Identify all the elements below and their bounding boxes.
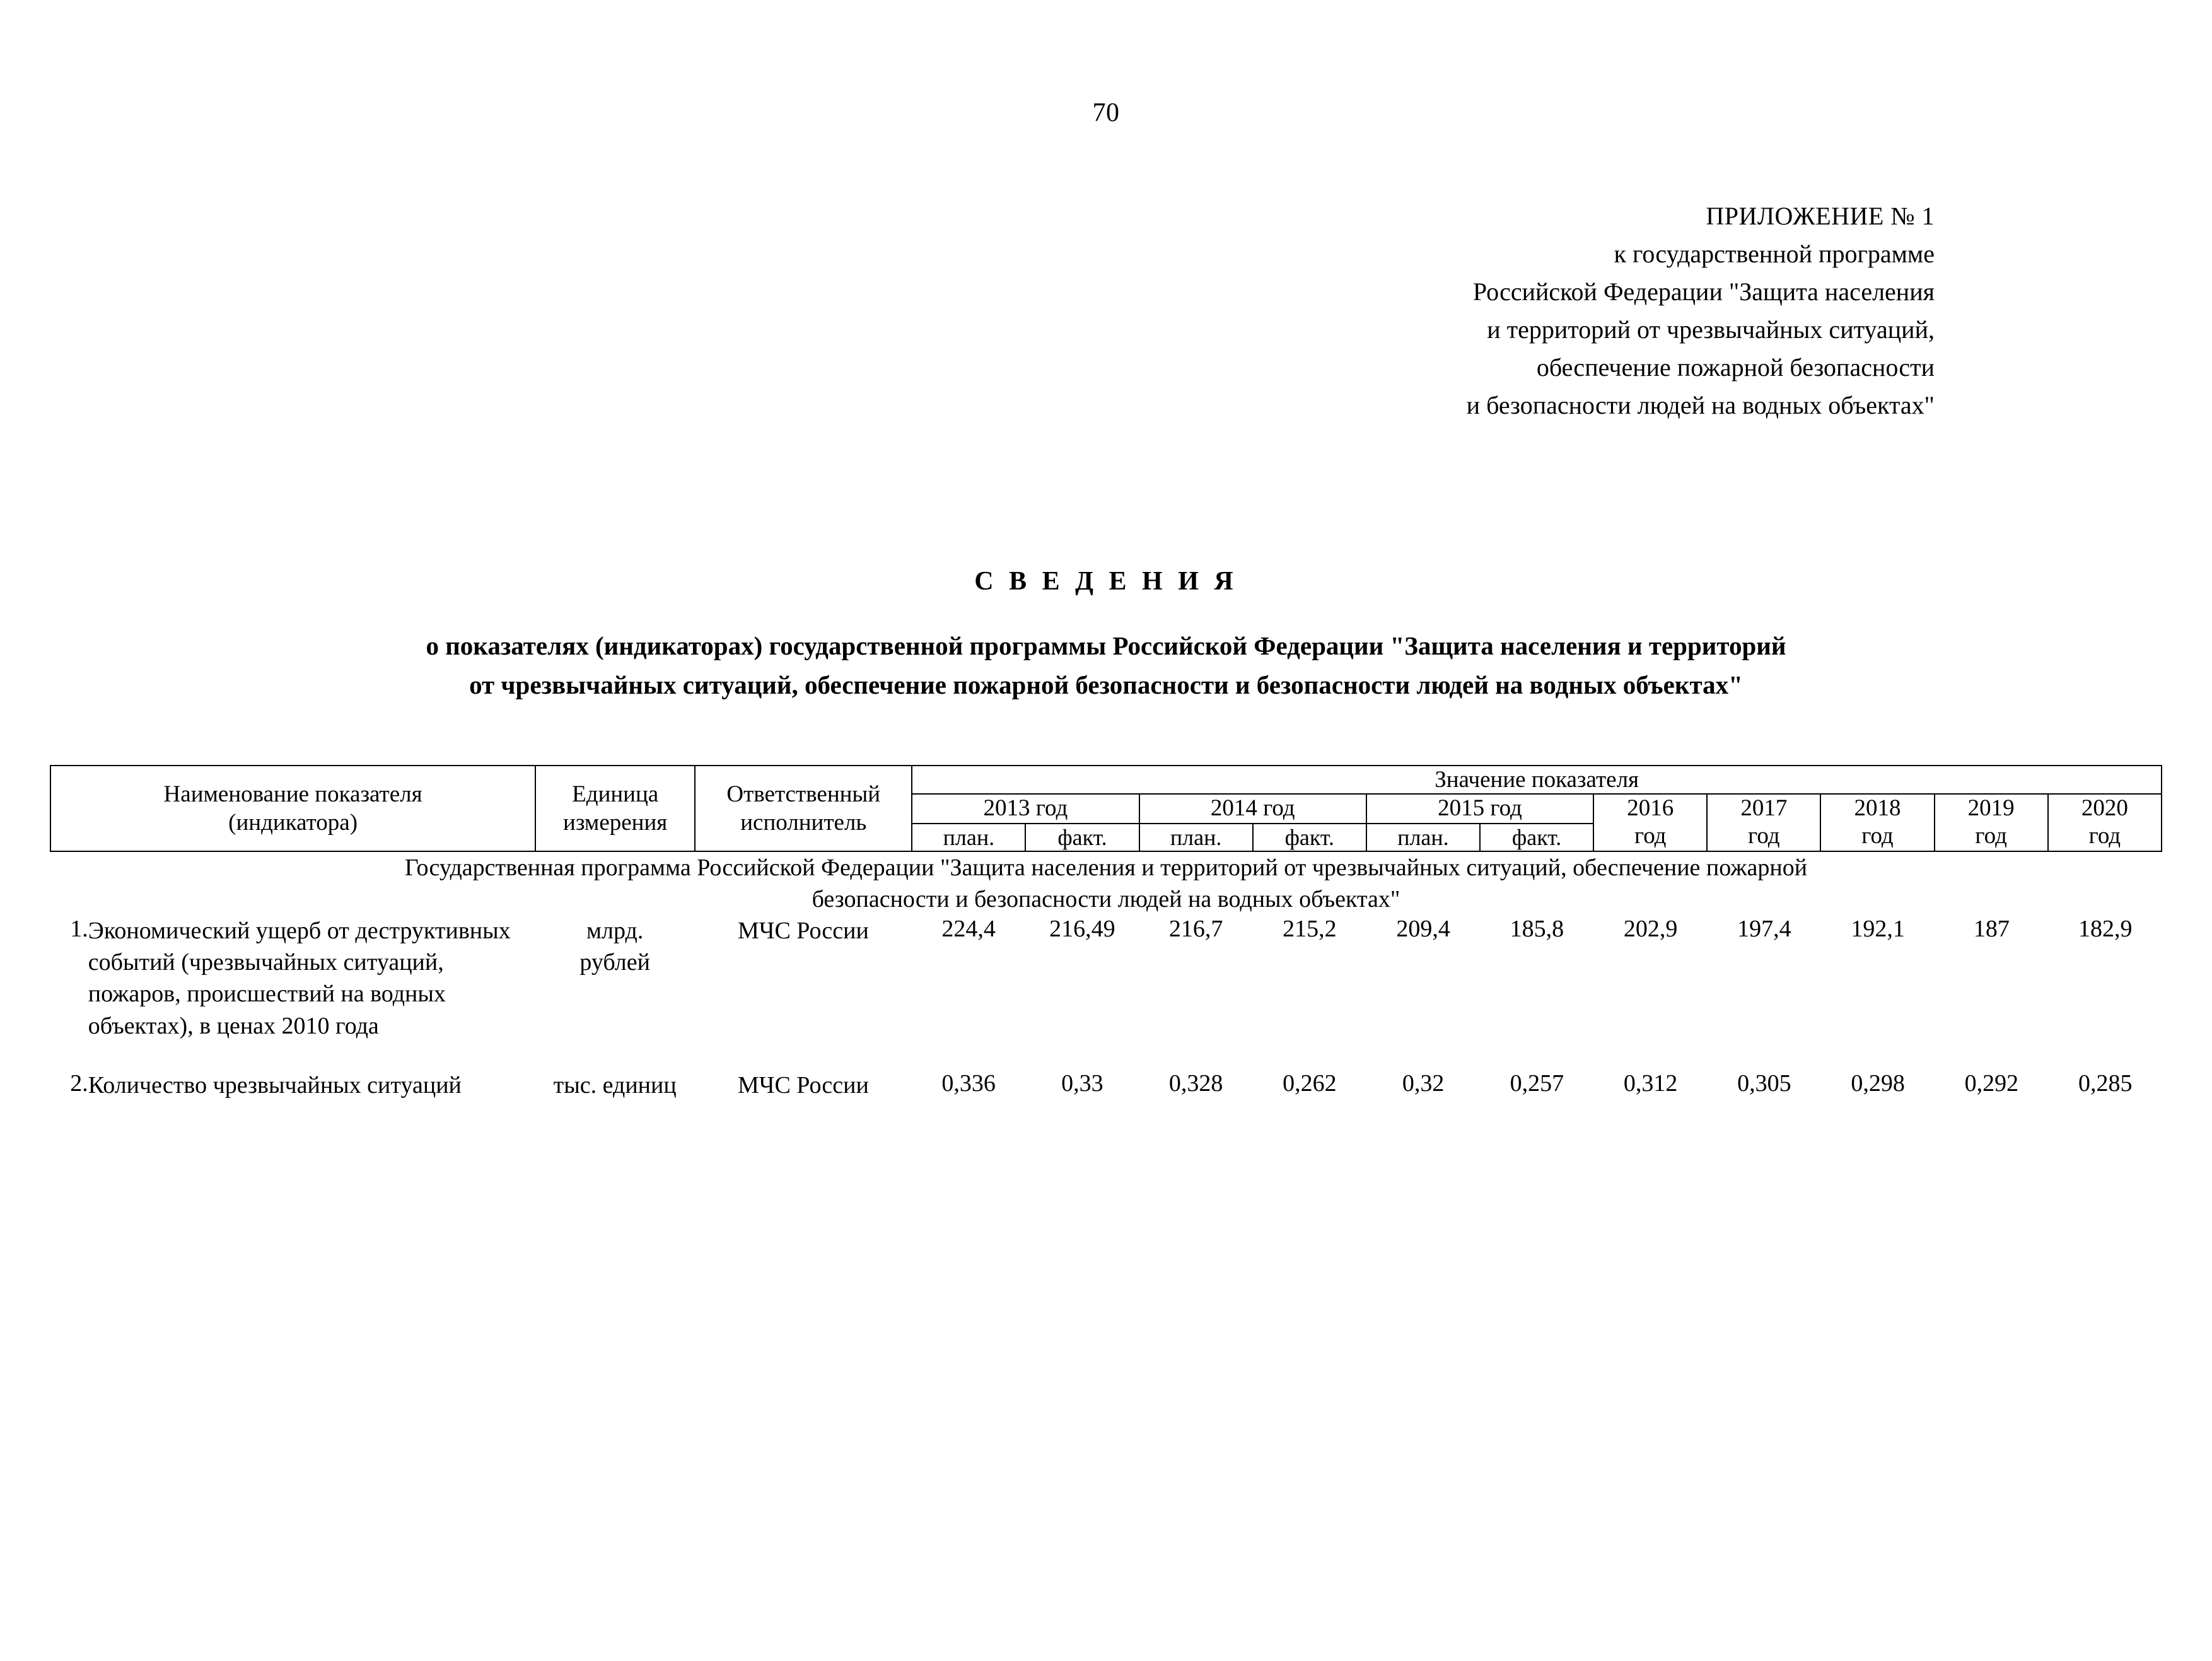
- header-unit: [535, 766, 695, 851]
- row-unit-line-2: рублей: [579, 949, 650, 976]
- row-2015-fact: 185,8: [1510, 916, 1564, 943]
- header-year-2016-line-1: 2016: [1627, 795, 1674, 821]
- header-year-2019-line-1: 2019: [1967, 795, 2015, 821]
- header-year-2014: 2014 год: [1139, 794, 1366, 824]
- row-responsible: МЧС России: [737, 1071, 869, 1099]
- header-year-2018: [1820, 794, 1934, 851]
- row-2019: 187: [1973, 916, 2010, 943]
- table-header-row-1: [50, 766, 2162, 794]
- appendix-title: ПРИЛОЖЕНИЕ № 1: [1706, 202, 1935, 230]
- row-number: 2.: [70, 1069, 88, 1097]
- row-2013-fact: 216,49: [1049, 916, 1115, 943]
- row-indicator-name: Экономический ущерб от деструктивных событий (чрезвычайных ситуаций, пожаров, происшествий на водных объектах), в ценах 2010 года: [88, 918, 511, 1039]
- row-unit-line-1: млрд.: [586, 918, 644, 945]
- header-year-2019-line-2: год: [1975, 823, 2007, 849]
- table-row: [50, 915, 2162, 1042]
- document-subtitle: [119, 627, 2093, 704]
- appendix-line-5: обеспечение пожарной безопасности: [1536, 353, 1935, 382]
- header-indicator-line-1: Наименование показателя: [163, 781, 422, 807]
- header-year-2016-line-2: год: [1634, 823, 1667, 849]
- header-year-2019: [1935, 794, 2048, 851]
- row-2018: 0,298: [1851, 1069, 1905, 1097]
- header-year-2017: [1707, 794, 1820, 851]
- appendix-line-3: Российской Федерации "Защита населения: [1472, 277, 1935, 306]
- header-year-2018-line-2: год: [1861, 823, 1894, 849]
- document-page: [0, 98, 2212, 1661]
- appendix-line-2: к государственной программе: [1614, 240, 1935, 268]
- row-2017: 0,305: [1737, 1069, 1791, 1097]
- header-2015-fact: факт.: [1480, 824, 1593, 851]
- row-spacer: [50, 1042, 2162, 1069]
- indicators-table-header: [50, 765, 2162, 852]
- row-2016: 0,312: [1623, 1069, 1678, 1097]
- row-2013-plan: 0,336: [941, 1069, 996, 1097]
- header-unit-line-2: измерения: [563, 809, 668, 836]
- appendix-line-4: и территорий от чрезвычайных ситуаций,: [1487, 315, 1935, 344]
- document-subtitle-line-1: о показателях (индикаторах) государственной программы Российской Федерации "Защита населения и территорий: [426, 631, 1786, 660]
- row-2014-fact: 215,2: [1283, 916, 1337, 943]
- row-2018: 192,1: [1851, 916, 1905, 943]
- header-2013-fact: факт.: [1025, 824, 1139, 851]
- indicators-table-body: [50, 852, 2162, 1101]
- page-number: 70: [1092, 98, 1120, 127]
- row-number: 1.: [70, 916, 88, 943]
- header-year-2018-line-1: 2018: [1854, 795, 1901, 821]
- row-responsible: МЧС России: [737, 918, 869, 945]
- row-2020: 0,285: [2078, 1069, 2133, 1097]
- group-title-line-1: Государственная программа Российской Федерации "Защита населения и территорий от чрезвычайных ситуаций, обеспечение пожарной: [404, 854, 1808, 881]
- row-unit: [535, 1069, 695, 1101]
- header-unit-line-1: Единица: [572, 781, 659, 807]
- indicators-table: [50, 765, 2162, 1101]
- row-unit: [535, 915, 695, 1042]
- document-title: С В Е Д Е Н И Я: [974, 567, 1238, 596]
- header-year-2020-line-2: год: [2088, 823, 2121, 849]
- group-title-line-2: безопасности и безопасности людей на водных объектах": [812, 885, 1400, 912]
- document-subtitle-line-2: от чрезвычайных ситуаций, обеспечение пожарной безопасности и безопасности людей на водных объектах": [469, 670, 1743, 699]
- header-2013-plan: план.: [912, 824, 1025, 851]
- row-2017: 197,4: [1737, 916, 1791, 943]
- row-2015-plan: 209,4: [1396, 916, 1450, 943]
- header-2014-plan: план.: [1139, 824, 1253, 851]
- header-year-2020: [2048, 794, 2162, 851]
- row-2013-plan: 224,4: [941, 916, 996, 943]
- header-year-2013: 2013 год: [912, 794, 1139, 824]
- row-2015-plan: 0,32: [1402, 1069, 1445, 1097]
- header-year-2015: 2015 год: [1366, 794, 1593, 824]
- header-responsible-line-1: Ответственный: [726, 781, 881, 807]
- row-2016: 202,9: [1623, 916, 1678, 943]
- row-indicator-name: Количество чрезвычайных ситуаций: [88, 1071, 462, 1099]
- row-unit-line-1: тыс. единиц: [553, 1071, 677, 1099]
- header-year-2017-line-1: 2017: [1740, 795, 1788, 821]
- header-indicator: [50, 766, 535, 851]
- header-indicator-line-2: (индикатора): [228, 809, 358, 836]
- header-year-2017-line-2: год: [1748, 823, 1780, 849]
- row-2013-fact: 0,33: [1061, 1069, 1103, 1097]
- row-2014-plan: 216,7: [1168, 916, 1223, 943]
- row-2014-fact: 0,262: [1283, 1069, 1337, 1097]
- row-2020: 182,9: [2078, 916, 2133, 943]
- header-value-group: Значение показателя: [912, 766, 2162, 794]
- appendix-line-6: и безопасности людей на водных объектах": [1466, 391, 1935, 419]
- appendix-reference: [0, 197, 1935, 424]
- header-responsible: [695, 766, 912, 851]
- table-row: [50, 1069, 2162, 1101]
- row-2019: 0,292: [1964, 1069, 2019, 1097]
- header-2014-fact: факт.: [1253, 824, 1366, 851]
- row-2014-plan: 0,328: [1168, 1069, 1223, 1097]
- header-year-2020-line-1: 2020: [2081, 795, 2128, 821]
- row-2015-fact: 0,257: [1510, 1069, 1564, 1097]
- header-year-2016: [1593, 794, 1707, 851]
- group-title: [50, 852, 2162, 915]
- group-title-row: [50, 852, 2162, 915]
- header-2015-plan: план.: [1366, 824, 1480, 851]
- header-responsible-line-2: исполнитель: [740, 809, 867, 836]
